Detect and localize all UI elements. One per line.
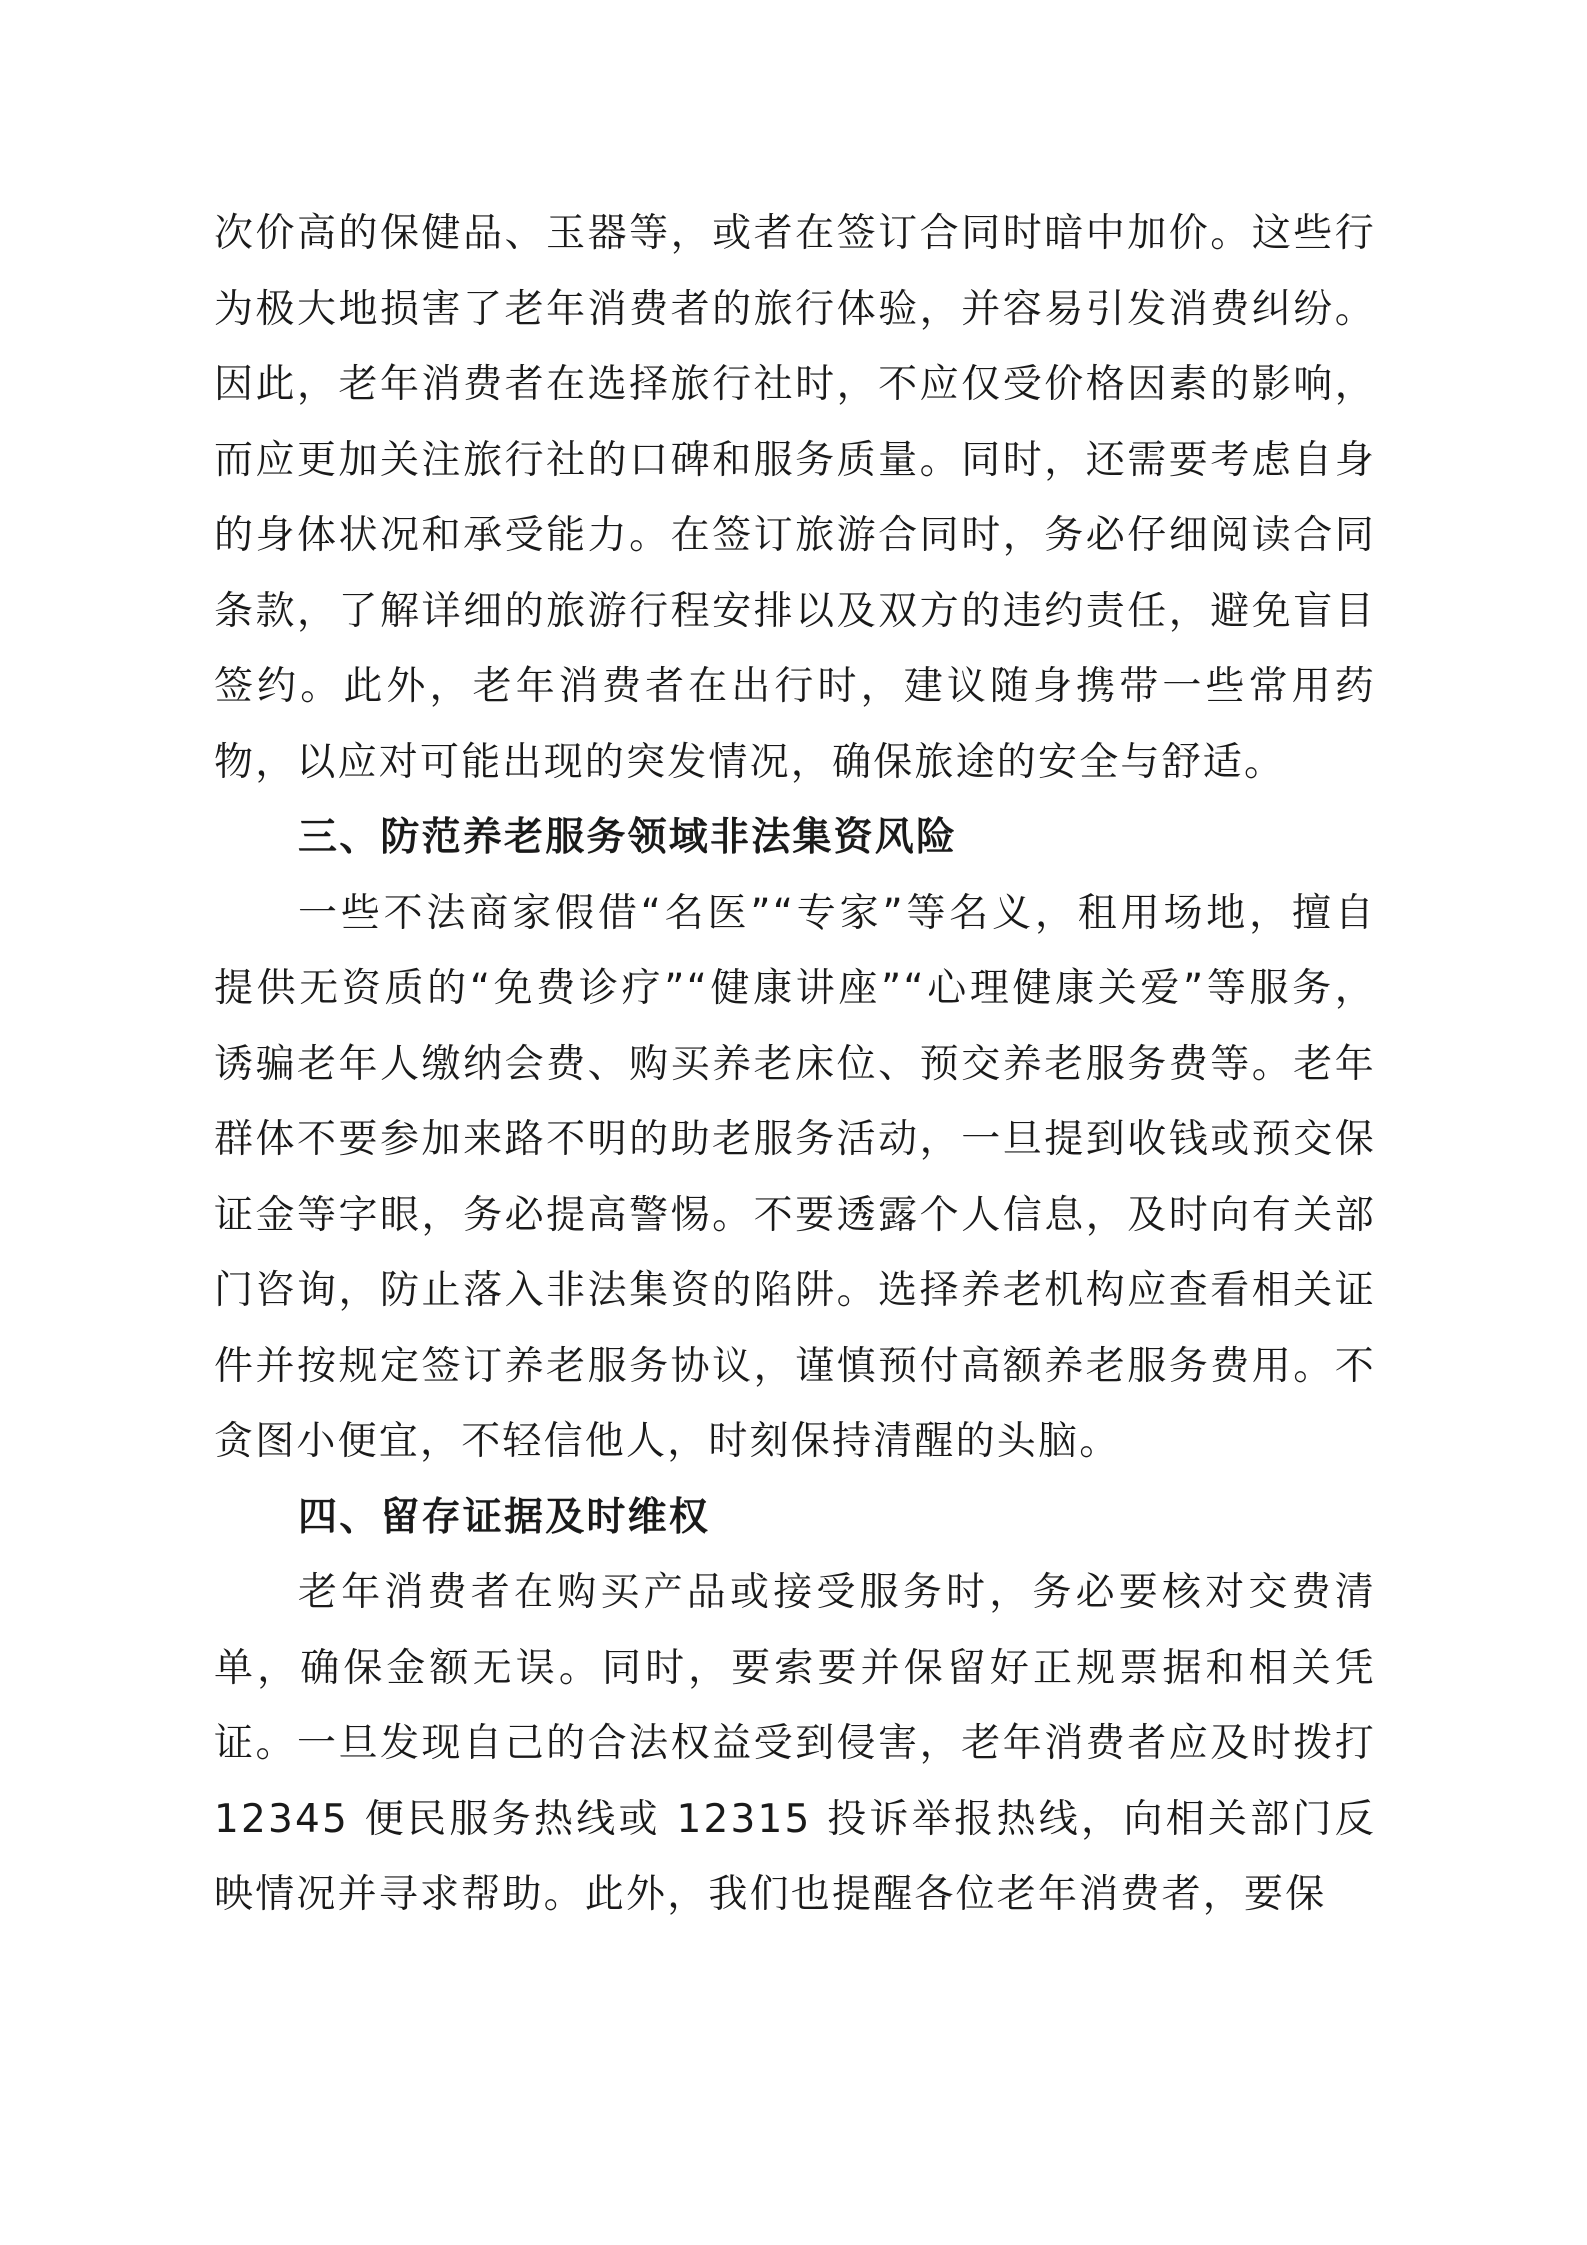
paragraph-continuation: 次价高的保健品、玉器等，或者在签订合同时暗中加价。这些行为极大地损害了老年消费者的旅行体验，并容易引发消费纠纷。因此，老年消费者在选择旅行社时，不应仅受价格因素的影响，而应更加关注旅行社的口碑和服务质量。同时，还需要考虑自身的身体状况和承受能力。在签订旅游合同时，务必仔细阅读合同条款，了解详细的旅游行程安排以及双方的违约责任，避免盲目签约。此外，老年消费者在出行时，建议随身携带一些常用药物，以应对可能出现的突发情况，确保旅途的安全与舒适。 [214, 211, 1376, 785]
section-paragraph-3: 一些不法商家假借“名医”“专家”等名义，租用场地，擅自提供无资质的“免费诊疗”“健康讲座”“心理健康关爱”等服务，诱骗老年人缴纳会费、购买养老床位、预交养老服务费等。老年群体不要参加来路不明的助老服务活动，一旦提到收钱或预交保证金等字眼，务必提高警惕。不要透露个人信息，及时向有关部门咨询，防止落入非法集资的陷阱。选择养老机构应查看相关证件并按规定签订养老服务协议，谨慎预付高额养老服务费用。不贪图小便宜，不轻信他人，时刻保持清醒的头脑。 [214, 890, 1376, 1464]
section-heading-4: 四、留存证据及时维权 [298, 1494, 711, 1540]
section-heading-3: 三、防范养老服务领域非法集资风险 [298, 815, 958, 860]
section-paragraph-4: 老年消费者在购买产品或接受服务时，务必要核对交费清单，确保金额无误。同时，要索要并保留好正规票据和相关凭证。一旦发现自己的合法权益受到侵害，老年消费者应及时拨打 12345 便民服务热线或 12315 投诉举报热线，向相关部门反映情况并寻求帮助。此外，我们也提醒各位老年消费者，要保 [214, 1570, 1376, 1917]
document-body [214, 196, 1376, 1933]
